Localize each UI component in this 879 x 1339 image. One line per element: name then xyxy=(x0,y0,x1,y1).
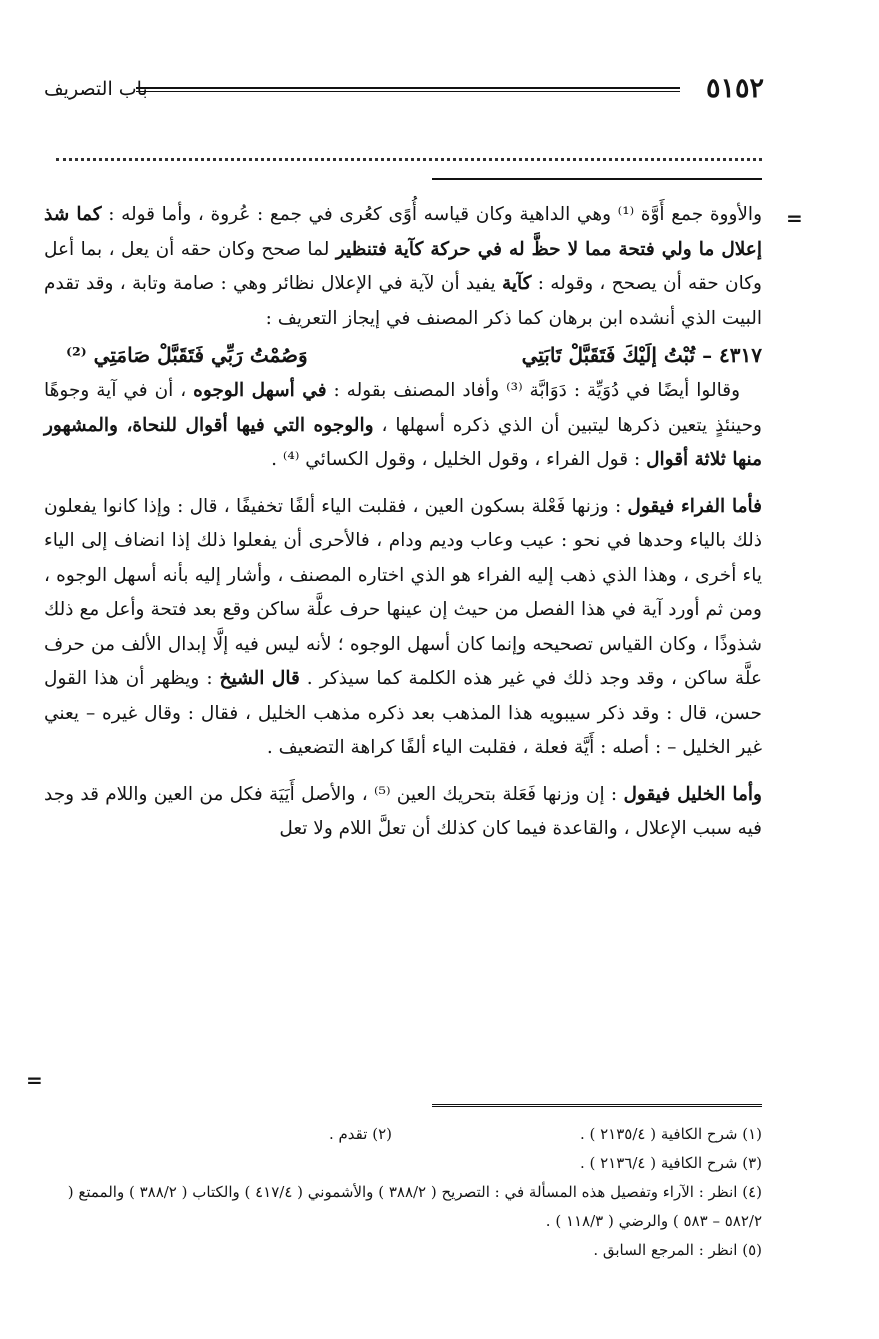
footnote-1: (١) شرح الكافية ( ٢١٣٥/٤ ) . xyxy=(579,1125,762,1143)
bold-quote: في أسهل الوجوه xyxy=(193,380,327,401)
bold-quote: قال الشيخ xyxy=(219,668,300,689)
paragraph-2: وقالوا أيضًا في دُوَيِّة : دَوَابَّة ⁽³⁾ وأفاد المصنف بقوله : في أسهل الوجوه ، أن في آية وجوهًا وحينئذٍ يتعين ذكرها ليتبين أن الذي ذكره أسهلها ، والوجوه التي فيها أقوال للنحاة، والمشهور منها ثلاثة أقوال : قول الفراء ، وقول الخليل ، وقول الكسائي ⁽⁴⁾ . xyxy=(44,380,762,470)
continuation-mark-bottom: = xyxy=(26,1068,43,1092)
verse-hemistich-1: ٤٣١٧ – تُبْتُ إلَيْكَ فَتَقَبَّلْ تَابَتِي xyxy=(521,343,762,367)
dotted-separator xyxy=(56,150,762,161)
footnote-5: (٥) انظر : المرجع السابق . xyxy=(593,1241,762,1259)
verse-line xyxy=(44,336,762,374)
paragraph-4: وأما الخليل فيقول : إن وزنها فَعَلة بتحريك العين ⁽⁵⁾ ، والأصل أَيَيَة فكل من العين واللام قد وجد فيه سبب الإعلال ، والقاعدة فيما كان كذلك أن تعلَّ اللام ولا تعل xyxy=(44,783,762,839)
footnotes xyxy=(44,1120,762,1265)
bold-quote: كما شذ إعلال ما ولي فتحة مما لا حظَّ له في حركة كآية فتنظير xyxy=(44,204,762,260)
main-text xyxy=(44,198,762,847)
bold-quote: والوجوه التي فيها أقوال للنحاة، والمشهور منها ثلاثة أقوال xyxy=(44,414,762,470)
verse-hemistich-2: وَصُمْتُ رَبِّي فَتَقَبَّلْ صَامَتِي ⁽²⁾ xyxy=(66,343,308,367)
continuation-mark-top: = xyxy=(786,206,803,230)
top-rule xyxy=(432,178,762,180)
footnote-3: (٣) شرح الكافية ( ٢١٣٦/٤ ) . xyxy=(579,1154,762,1172)
footnote-4: (٤) انظر : الآراء وتفصيل هذه المسألة في : التصريح ( ٣٨٨/٢ ) والأشموني ( ٤١٧/٤ ) والكتاب ( ٣٨٨/٢ ) والممتع ( ٥٨٢/٢ – ٥٨٣ ) والرضي ( ١١٨/٣ ) . xyxy=(67,1183,762,1230)
header-rule xyxy=(136,87,680,92)
bold-quote: فأما الفراء فيقول xyxy=(627,495,762,517)
paragraph-3: فأما الفراء فيقول : وزنها فَعْلة بسكون العين ، فقلبت الياء ألفًا تخفيفًا ، قال : وإذا كانوا يفعلون ذلك بالياء وحدها في نحو : عيب وعاب وديم ودام ، فالأحرى أن يفعلوا ذلك إذا انضاف إلى الياء ياء أخرى ، وهذا الذي ذهب إليه الفراء هو الذي اختاره المصنف ، وأشار إليه بأنه أسهل الوجوه ، ومن ثم أورد آية في هذا الفصل من حيث إن عينها حرف علَّة ساكن وقع بعد فتحة وأعل مع ذلك شذوذًا ، وكان القياس تصحيحه وإنما كان أسهل الوجوه ؛ لأنه ليس فيه إلَّا إبدال الألف من حرف علَّة ساكن ، وقد وجد ذلك في غير هذه الكلمة كما سيذكر . قال الشيخ : ويظهر أن هذا القول حسن، قال : وقد ذكر سيبويه هذا المذهب بعد ذكره مذهب الخليل ، فقال : وقال غيره – يعني غير الخليل – : أصله : أَيَّة فعلة ، فقلبت الياء ألفًا كراهة التضعيف . xyxy=(44,495,762,758)
footnote-row xyxy=(44,1120,762,1149)
bold-quote: وأما الخليل فيقول xyxy=(623,783,762,805)
paragraph-1: والأووة جمع أَوَّة ⁽¹⁾ وهي الداهية وكان قياسه أُوًى كعُرى في جمع : عُروة ، وأما قوله : كما شذ إعلال ما ولي فتحة مما لا حظَّ له في حركة كآية فتنظير لما صحح وكان حقه أن يعل ، بما أعل وكان حقه أن يصحح ، وقوله : كآية يفيد أن لآية في الإعلال نظائر وهي : صامة وتابة ، وقد تقدم البيت الذي أنشده ابن برهان كما ذكر المصنف في إيجاز التعريف : xyxy=(44,204,763,329)
verse-number: ٤٣١٧ – xyxy=(702,343,762,367)
page-header xyxy=(44,72,764,106)
bold-quote: كآية xyxy=(501,273,532,294)
page-number: ٥١٥٢ xyxy=(705,73,764,104)
chapter-title: باب التصريف xyxy=(44,78,148,100)
footnote-rule xyxy=(432,1104,762,1109)
footnote-2: (٢) تقدم . xyxy=(328,1125,392,1143)
